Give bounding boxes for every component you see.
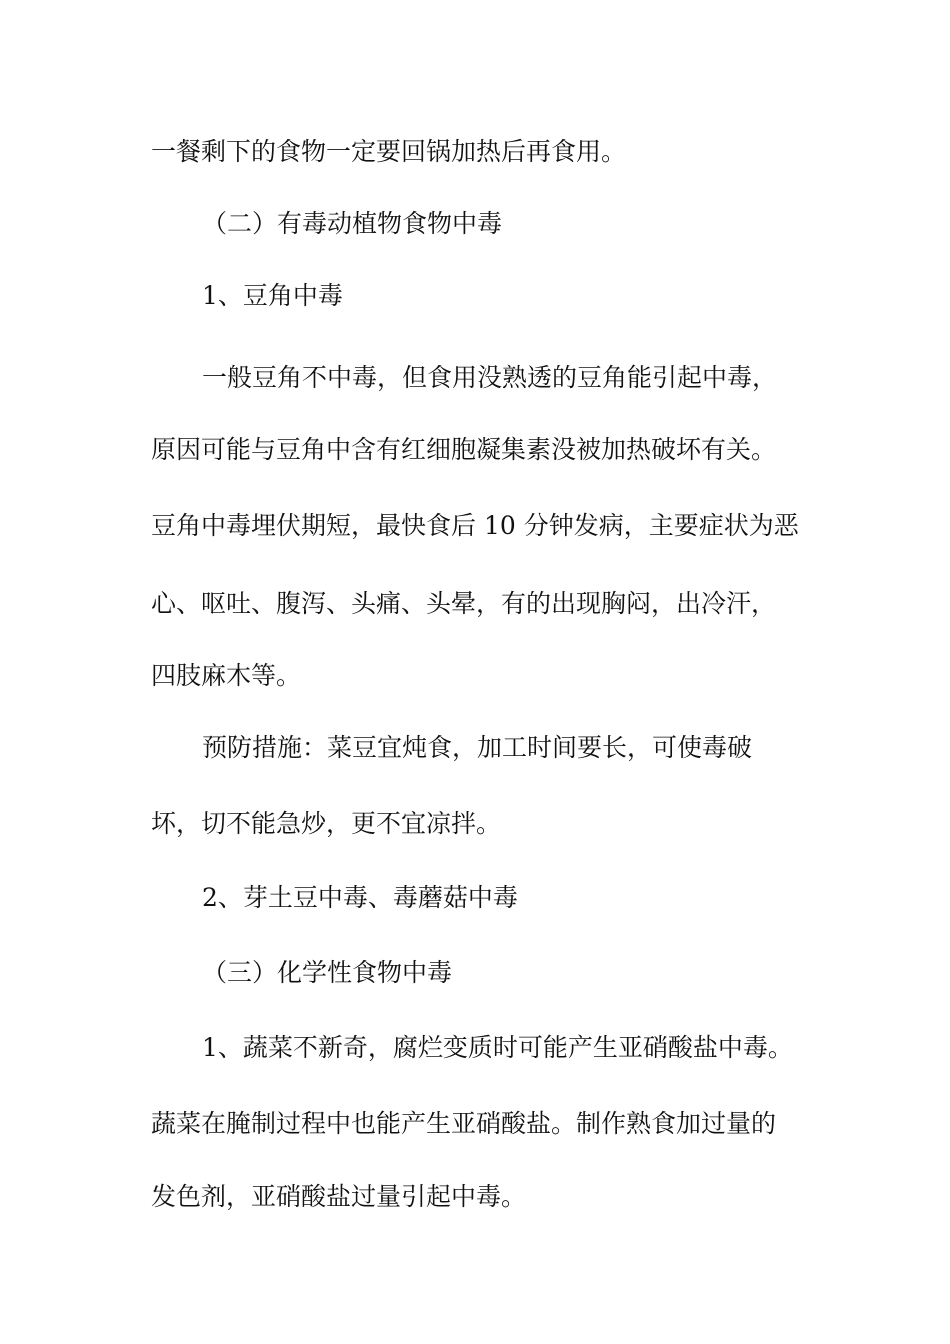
text-line-10: 坏，切不能急炒，更不宜凉拌。: [151, 809, 502, 838]
text-line-14: 蔬菜在腌制过程中也能产生亚硝酸盐。制作熟食加过量的: [151, 1109, 777, 1138]
subheading-potato-mushroom: 2、芽土豆中毒、毒蘑菇中毒: [202, 883, 518, 912]
text-line-7: 心、呕吐、腹泻、头痛、头晕，有的出现胸闷，出冷汗，: [151, 589, 777, 618]
text-line-6: 豆角中毒埋伏期短，最快食后 10 分钟发病，主要症状为恶: [151, 511, 799, 540]
subheading-bean-poisoning: 1、豆角中毒: [202, 281, 343, 310]
text-line-15: 发色剂，亚硝酸盐过量引起中毒。: [151, 1182, 527, 1211]
section-heading-2: （二）有毒动植物食物中毒: [202, 209, 503, 238]
section-heading-3: （三）化学性食物中毒: [202, 958, 453, 987]
text-line-1: 一餐剩下的食物一定要回锅加热后再食用。: [151, 137, 627, 166]
text-line-4: 一般豆角不中毒，但食用没熟透的豆角能引起中毒，: [202, 363, 778, 392]
text-line-13: 1、蔬菜不新奇，腐烂变质时可能产生亚硝酸盐中毒。: [202, 1033, 793, 1062]
text-line-8: 四肢麻木等。: [151, 661, 302, 690]
text-line-9: 预防措施：菜豆宜炖食，加工时间要长，可使毒破: [202, 733, 753, 762]
text-line-5: 原因可能与豆角中含有红细胞凝集素没被加热破坏有关。: [151, 435, 777, 464]
